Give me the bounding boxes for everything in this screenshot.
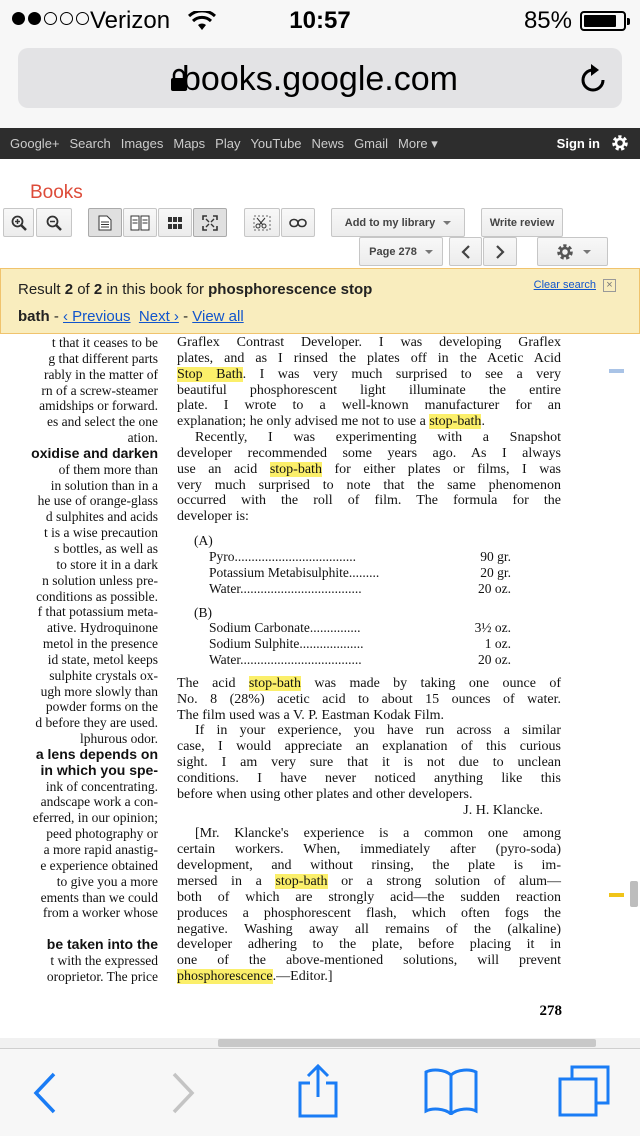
address-bar[interactable] [18,48,622,108]
column-line: powder forms on the [45,699,158,715]
article-text: sight. I am very sure that it is not due to unclean [177,755,561,771]
zoom-out-button[interactable] [36,208,72,237]
search-highlight: stop-bath [429,414,482,430]
search-link[interactable]: Search [69,136,111,151]
article-line [177,351,561,367]
grid-icon [168,217,182,229]
clip-button[interactable] [244,208,280,237]
article-text: [Mr. Klancke's experience is a common one among [195,826,561,842]
article-text: developer adhering to the plate, before placing it in [177,937,561,953]
gear-icon [555,242,575,262]
column-line: conditions as possible. [36,588,158,604]
column-line: ugh more slowly than [40,683,158,699]
ingredient-name: Water.................................... [209,580,362,596]
column-line: peed photography or [46,826,158,842]
add-to-library-button[interactable] [331,208,465,237]
reload-icon[interactable] [578,62,608,99]
article-line [177,937,561,953]
column-line: eferred, in our opinion; [32,810,158,826]
scissors-icon [253,215,271,231]
view-all-link[interactable]: View all [192,308,244,325]
column-line: id state, metol keeps [47,651,158,667]
google-plus-link[interactable]: Google+ [10,136,60,151]
more-caret-icon: ▾ [431,136,438,151]
share-icon[interactable] [296,1063,340,1124]
forward-icon[interactable] [170,1071,198,1120]
formula-a-label: (A) [194,533,213,549]
article-text: . I was very much surprised to see a very [242,366,562,382]
fullscreen-button[interactable] [193,208,227,237]
column-line: rn of a screw-steamer [41,382,158,398]
article-line [177,478,561,494]
formula-b-label: (B) [194,604,212,620]
column-line: t with the expressed [50,952,158,968]
fullscreen-icon [202,215,218,231]
article-text: The acid [177,675,249,691]
maps-link[interactable]: Maps [173,136,206,151]
write-review-button[interactable] [481,208,563,237]
ingredient-quantity: 90 gr. [480,548,511,564]
article-text: occurred with the roll of film. The formula for the [177,493,561,509]
column-line: he use of orange-glass [37,493,158,509]
battery-icon [580,11,626,31]
article-text: Recently, I was experimenting with a Snapshot [195,430,561,446]
formula-row [177,620,561,636]
article-line [177,723,561,739]
article-line [177,771,561,787]
column-line [0,921,158,937]
formula-row [177,636,561,652]
two-page-icon [130,215,150,231]
formula-row [177,581,561,597]
zoom-in-button[interactable] [3,208,34,237]
column-line: oroprietor. The price [46,968,158,984]
scroll-marker [609,369,624,373]
url-text: books.google.com [182,60,458,98]
article-text: The film used was a V. P. Eastman Kodak Film. [177,707,445,723]
column-line: ation. [127,430,158,446]
column-line: d before they are used. [35,715,158,731]
ingredient-quantity: 20 oz. [478,580,511,596]
author-signature: J. H. Klancke. [463,802,543,818]
gmail-link[interactable]: Gmail [354,136,389,151]
article-line [177,708,561,724]
column-line: t that it ceases to be [51,335,158,350]
article-line [177,692,561,708]
article-line [177,858,561,874]
column-line: e experience obtained [40,857,158,873]
column-line: es and select the one [47,414,158,430]
article-text: produces a phosphorescent flash, which often fogs the [177,905,561,921]
article-line [177,430,561,446]
ingredient-name: Sodium Carbonate............... [209,620,361,636]
article-text: No. 8 (28%) acetic acid to about 15 ounces of water. [177,691,561,707]
column-heading-line: in which you spe- [40,761,158,778]
article-line [177,874,561,890]
write-review-label: Write review [489,216,555,229]
bookmarks-icon[interactable] [424,1067,478,1120]
ingredient-name: Sodium Sulphite................... [209,636,364,652]
article-text: development, and without rinsing, the plate is im- [177,858,561,874]
zoom-out-icon [46,215,62,231]
thumbnail-view-button[interactable] [158,208,192,237]
dropdown-caret-icon [583,250,591,254]
article-line [177,922,561,938]
column-heading-line: a lens depends on [35,745,158,762]
column-line: n solution unless pre- [42,572,158,588]
result-summary: Result 2 of 2 in this book for phosphorescence stop [18,281,373,298]
article-text: was made by taking one ounce of [300,675,561,691]
column-line: andscape work a con- [40,794,158,810]
article-line [177,367,561,383]
search-query-continued: bath [18,308,50,325]
column-line: amidships or forward. [39,398,158,414]
article-line [177,462,561,478]
article-text: or a strong solution of alum— [327,874,561,889]
article-text: case, I would appreciate an explanation of this curious [177,739,561,755]
book-settings-button[interactable] [537,237,608,266]
clock: 10:57 [289,7,351,34]
article-text: mersed in a [177,874,276,889]
column-line: sulphite crystals ox- [49,667,158,683]
adjacent-column-text [0,335,158,995]
article-line [177,383,561,399]
article-text: beautiful phosphorescent light illuminate the entire [177,382,561,398]
article-text: explanation; he only advised me not to use a [177,414,430,430]
column-line: ements than we could [40,889,158,905]
ingredient-quantity: 20 oz. [478,652,511,668]
article-line [177,842,561,858]
article-text: before when using other plates and other developers. [177,786,473,802]
single-page-icon [98,215,112,231]
browser-toolbar [0,40,640,128]
close-icon[interactable]: × [603,279,616,292]
result-navigation: bath - ‹ Previous Next › - View all [18,308,244,325]
ingredient-quantity: 3½ oz. [474,620,511,636]
column-heading-line: oxidise and darken [31,444,158,461]
article-text: both of which are strongly acid—the sudden reaction [177,889,561,905]
clear-search-link[interactable]: Clear search [533,279,596,291]
result-total: 2 [93,281,103,298]
column-line: of them more than [58,461,158,477]
article-line [177,953,561,969]
add-to-library-label: Add to my library [344,216,436,229]
next-result-link[interactable]: Next › [138,308,179,325]
article-text: for either plates or films, I was [321,461,561,477]
article-text: .—Editor.] [272,969,333,985]
article-text: one of the above-mentioned solutions, will prevent [177,953,561,969]
column-line: ative. Hydroquinone [47,620,158,636]
article-line [177,414,561,430]
article-line [177,676,561,692]
ingredient-name: Potassium Metabisulphite......... [209,564,380,580]
article-line [177,398,561,414]
horizontal-scrollbar[interactable] [218,1039,596,1047]
ingredient-name: Water.................................... [209,652,362,668]
article-line [177,493,561,509]
search-hit-marker [609,893,624,897]
column-heading-line: be taken into the [46,936,158,953]
article-text: . [481,414,485,430]
column-line: g that different parts [48,350,158,366]
ingredient-name: Pyro.................................... [209,548,357,564]
column-line: lphurous odor. [79,731,158,747]
article-line [177,509,561,525]
search-highlight: stop-bath [275,874,328,889]
article-line [177,446,561,462]
next-page-button[interactable] [483,237,517,266]
dropdown-caret-icon [443,221,451,225]
book-page-viewer[interactable] [0,335,640,1045]
youtube-link[interactable]: YouTube [250,136,302,151]
previous-result-link[interactable]: ‹ Previous [63,308,131,325]
article-text: conditions. I have never noticed anything like this [177,770,561,786]
column-line: in solution than in a [50,477,158,493]
battery-percent: 85% [523,7,572,34]
article-text: use an acid [177,461,270,477]
search-highlight: Stop Bath [177,366,243,382]
tabs-icon[interactable] [558,1065,610,1122]
article-line [177,826,561,842]
more-label: More [398,136,428,151]
column-line: metol in the presence [42,636,158,652]
article-text: developer recommended some years ago. As I always [177,445,561,461]
images-link[interactable]: Images [120,136,164,151]
search-result-banner [0,268,640,334]
article-line [177,906,561,922]
column-line: s bottles, as well as [54,540,158,556]
search-highlight: stop-bath [269,461,322,477]
article-line [177,755,561,771]
article-text: Graflex Contrast Developer. I was developing Graflex [177,335,561,350]
column-line: a more rapid anastig- [43,842,158,857]
status-bar [0,0,640,40]
search-highlight: phosphorescence [177,969,273,985]
formula-row [177,549,561,565]
column-line: ink of concentrating. [45,778,158,794]
chevron-right-icon [495,245,505,259]
article-line [177,739,561,755]
carrier-name: Verizon [90,7,171,34]
column-line: rably in the matter of [44,366,158,382]
link-button[interactable] [281,208,315,237]
books-logo[interactable]: Books [30,182,83,203]
sign-in-link[interactable]: Sign in [556,136,600,151]
ingredient-quantity: 1 oz. [484,636,511,652]
google-bar [0,128,640,159]
column-line: t is a wise precaution [44,525,158,541]
page-select-dropdown[interactable] [359,237,443,266]
article-text: developer is: [177,509,249,525]
search-query: phosphorescence stop [208,281,373,298]
column-line: to give you a more [56,873,158,889]
result-current: 2 [64,281,74,298]
article-text: negative. Washing away all remains of the (alkaline) [177,921,561,937]
article-text: certain workers. When, immediately after (pyro-soda) [177,842,561,858]
column-line: f that potassium meta- [37,604,158,620]
column-line: d sulphites and acids [45,509,158,525]
search-highlight: stop-bath [248,675,301,691]
settings-gear-icon[interactable] [610,133,630,156]
page-select-label: Page 278 [369,245,417,258]
formula-row [177,652,561,668]
formula-row [177,565,561,581]
article-line [177,890,561,906]
article-line [177,787,561,803]
article-text: very much surprised to note that the same phenomenon [177,477,561,493]
article-line [177,335,561,351]
ingredient-quantity: 20 gr. [480,564,511,580]
dropdown-caret-icon [425,250,433,254]
page-number: 278 [539,1003,562,1019]
article-line [177,969,561,985]
two-page-view-button[interactable] [123,208,157,237]
previous-page-button[interactable] [449,237,482,266]
link-icon [289,218,307,228]
article-text: plates, and as I rinsed the plates off in the Acetic Acid [177,350,561,366]
vertical-scrollbar[interactable] [630,881,638,907]
article-text: plate. I wrote to a well-known manufacturer for an [177,398,561,414]
news-link[interactable]: News [311,136,345,151]
article-text: If in your experience, you have run across a similar [195,723,561,739]
article-column [177,335,561,985]
column-line: from a worker whose [42,905,158,921]
more-link[interactable] [398,136,438,152]
single-page-view-button[interactable] [88,208,122,237]
safari-bottom-toolbar [0,1048,640,1136]
column-line: to store it in a dark [56,556,158,572]
chevron-left-icon [461,245,471,259]
play-link[interactable]: Play [215,136,241,151]
zoom-in-icon [11,215,27,231]
back-icon[interactable] [30,1071,58,1120]
